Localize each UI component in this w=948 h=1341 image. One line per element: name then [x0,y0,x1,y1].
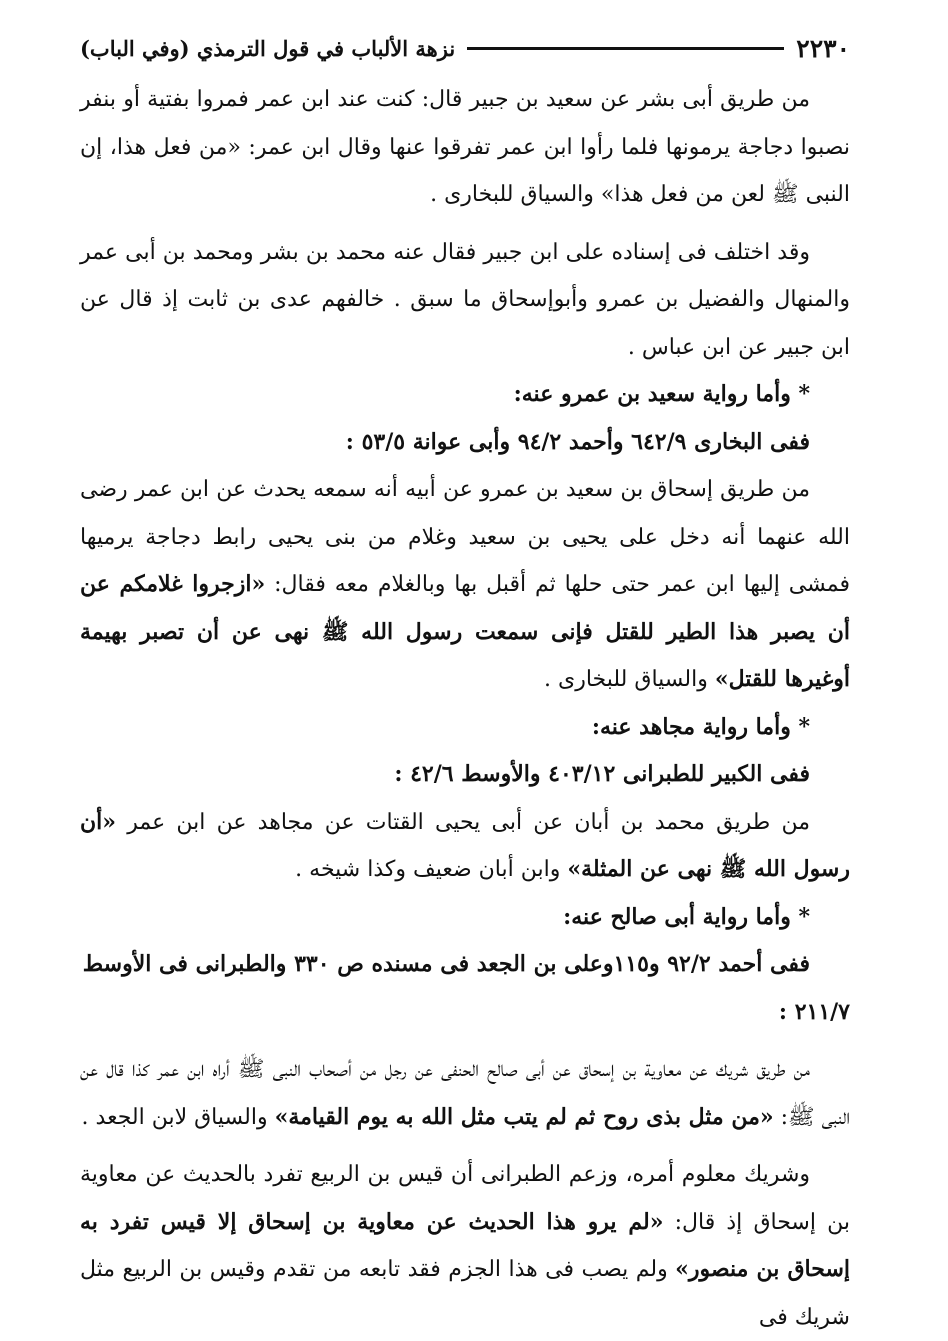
hadith-quote: «أن رسول الله ﷺ نهى عن المثلة» [80,808,850,882]
body-paragraph [80,799,850,894]
paragraph-text: وقد اختلف فى إسناده على ابن جبير فقال عنه محمد بن بشر ومحمد بن أبى عمر والمنهال والفضيل بن عمرو وأبوإسحاق ما سبق . خالفهم عدى بن ثابت إذ قال عن ابن جبير عن ابن عباس . [80,239,850,360]
paragraph-text: من طريق أبى بشر عن سعيد بن جبير قال: كنت عند ابن عمر فمروا بفتية أو بنفر نصبوا دجاجة يرمونها فلما رأوا ابن عمر تفرقوا عنها وقال ابن عمر: «من فعل هذا، إن النبى ﷺ لعن من فعل هذا» والسياق للبخارى . [80,87,850,207]
running-title: نزهة الألباب في قول الترمذي (وفي الباب) [80,35,456,61]
source-citation: ففى أحمد ٩٢/٢ و١١٥وعلى بن الجعد فى مسنده ص ٣٣٠ والطبرانى فى الأوسط ٢١١/٧ : [82,951,850,1025]
paragraph-text: وابن أبان ضعيف وكذا شيخه . [295,857,568,882]
source-citation: ففى الكبير للطبرانى ٤٠٣/١٢ والأوسط ٤٢/٦ : [394,761,810,787]
section-heading: * وأما رواية أبى صالح عنه: [563,903,810,930]
body-paragraph [80,229,850,372]
paragraph-text: من طريق شريك عن معاوية بن إسحاق عن أبى صالح الحنفى عن رجل من أصحاب النبى ﷺ أراه ابن عمر كذا قال عن النبى ﷺ: [80,1057,850,1130]
body-paragraph [80,466,850,704]
paragraph-text: والسياق للبخارى . [544,667,715,692]
body-paragraph [80,1046,850,1141]
source-citation: ففى البخارى ٦٤٢/٩ وأحمد ٩٤/٢ وأبى عوانة ٥٣/٥ : [345,428,810,455]
hadith-quote: «من مثل بذى روح ثم لم يتب مثل الله به يوم القيامة» [274,1103,774,1130]
paragraph-text: وشريك معلوم أمره، وزعم الطبرانى أن قيس بن الربيع تفرد بالحديث عن معاوية بن إسحاق إذ قال: [80,1162,850,1235]
body-text [80,76,850,1341]
hadith-quote: «لم يرو هذا الحديث عن معاوية بن إسحاق إلا قيس تفرد به إسحاق بن منصور» [80,1208,850,1282]
body-paragraph [80,1151,850,1341]
book-page [80,28,850,1341]
body-paragraph [80,76,850,219]
page-number: ٢٢٣٠ [796,33,850,63]
section-heading: * وأما رواية مجاهد عنه: [591,713,810,740]
header-rule [467,47,784,50]
hadith-quote: «ازجروا غلامكم عن أن يصبر هذا الطير للقتل فإنى سمعت رسول الله ﷺ نهى عن أن تصبر بهيمة أوغيرها للقتل» [80,571,850,692]
paragraph-text: من طريق إسحاق بن سعيد بن عمرو عن أبيه أنه سمعه يحدث عن ابن عمر رضى الله عنهما أنه دخل على يحيى بن سعيد وغلام من بنى يحيى رابط دجاجة يرميها فمشى إليها ابن عمر حتى حلها ثم أقبل بها وبالغلام معه فقال: [80,477,850,597]
paragraph-text: من طريق محمد بن أبان عن أبى يحيى القتات عن مجاهد عن ابن عمر [116,809,810,835]
paragraph-text: والسياق لابن الجعد . [81,1104,275,1130]
section-heading: * وأما رواية سعيد بن عمرو عنه: [513,381,810,407]
paragraph-text: ولم يصب فى هذا الجزم فقد تابعه من تقدم وقيس بن الربيع مثل شريك فى [80,1257,850,1330]
running-header [80,28,850,68]
